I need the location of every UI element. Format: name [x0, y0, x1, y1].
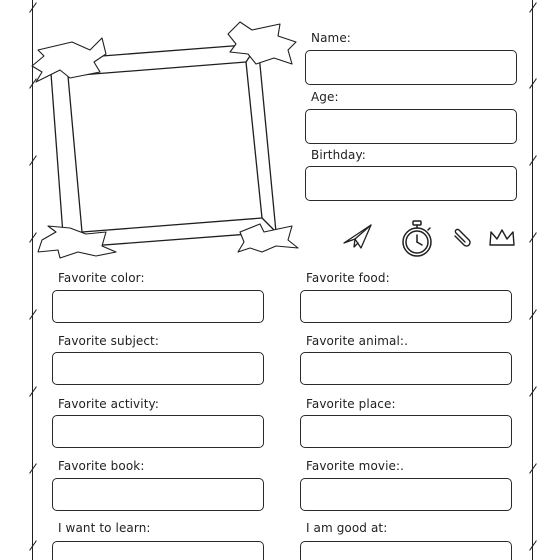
right-border-tick: [529, 155, 537, 165]
photo-frame[interactable]: [30, 20, 302, 260]
good-at-label: I am good at:: [306, 521, 388, 535]
left-border-tick: [29, 463, 37, 473]
favorite-subject-field[interactable]: [52, 352, 264, 385]
left-border-tick: [29, 309, 37, 319]
favorite-book-field[interactable]: [52, 478, 264, 511]
favorite-animal-label: Favorite animal:.: [306, 334, 408, 348]
want-to-learn-label: I want to learn:: [58, 521, 151, 535]
favorite-activity-field[interactable]: [52, 415, 264, 448]
stopwatch-icon: [399, 220, 435, 258]
paper-plane-icon: [342, 222, 374, 252]
favorite-movie-label: Favorite movie:.: [306, 459, 405, 473]
birthday-label: Birthday:: [311, 148, 366, 162]
favorite-food-label: Favorite food:: [306, 271, 390, 285]
favorite-place-field[interactable]: [300, 415, 512, 448]
favorite-color-label: Favorite color:: [58, 271, 145, 285]
left-border-tick: [29, 386, 37, 396]
favorite-animal-field[interactable]: [300, 352, 512, 385]
age-field[interactable]: [305, 109, 517, 144]
name-field[interactable]: [305, 50, 517, 85]
right-border-tick: [529, 540, 537, 550]
right-border-tick: [529, 463, 537, 473]
favorite-subject-label: Favorite subject:: [58, 334, 160, 348]
favorite-book-label: Favorite book:: [58, 459, 145, 473]
want-to-learn-field[interactable]: [52, 541, 264, 560]
left-border-tick: [29, 540, 37, 550]
right-border-tick: [529, 386, 537, 396]
good-at-field[interactable]: [300, 541, 512, 560]
paperclip-icon: [451, 228, 473, 250]
right-border-tick: [529, 232, 537, 242]
right-border-tick: [529, 78, 537, 88]
favorite-activity-label: Favorite activity:: [58, 397, 159, 411]
age-label: Age:: [311, 90, 339, 104]
right-border-tick: [529, 2, 537, 12]
favorite-movie-field[interactable]: [300, 478, 512, 511]
left-border-tick: [29, 2, 37, 12]
right-border-tick: [529, 309, 537, 319]
favorite-place-label: Favorite place:: [306, 397, 396, 411]
favorite-color-field[interactable]: [52, 290, 264, 323]
favorite-food-field[interactable]: [300, 290, 512, 323]
birthday-field[interactable]: [305, 166, 517, 201]
name-label: Name:: [311, 31, 351, 45]
crown-icon: [488, 228, 516, 248]
